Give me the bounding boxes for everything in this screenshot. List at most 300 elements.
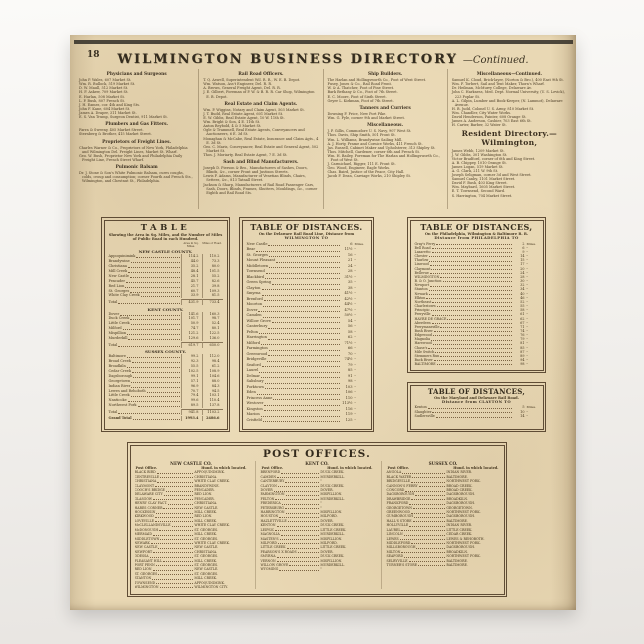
post-office-name: WYOMING bbox=[260, 567, 279, 572]
hundred-name: MILL CREEK. bbox=[194, 576, 218, 581]
distance-unit: " bbox=[526, 291, 528, 296]
distance-unit: " bbox=[526, 333, 528, 338]
station-name: Sudlersville bbox=[414, 414, 435, 419]
row-label: Cedar Creek bbox=[108, 368, 131, 373]
post-office-name: GUMBOROUGH bbox=[386, 514, 414, 519]
hundred-name: RED LION. bbox=[194, 514, 213, 519]
leader-dots bbox=[150, 557, 194, 558]
station-name: Stanton bbox=[414, 287, 428, 292]
leader-dots bbox=[263, 306, 339, 307]
leader-dots bbox=[440, 277, 511, 278]
distance-unit: " bbox=[354, 379, 356, 384]
table-row bbox=[109, 342, 223, 348]
leader-dots bbox=[435, 352, 511, 353]
leader-dots bbox=[153, 499, 193, 500]
row-label: Northwest Fork bbox=[108, 403, 137, 408]
table-row bbox=[415, 362, 539, 366]
area-value: 96.9 bbox=[181, 384, 202, 389]
leader-dots bbox=[156, 583, 193, 584]
hundred-name: MILFORD. bbox=[320, 540, 338, 545]
distance-value: 91 bbox=[347, 373, 353, 378]
leader-dots bbox=[405, 491, 445, 492]
leader-dots bbox=[411, 513, 445, 514]
distance-unit: " bbox=[354, 373, 356, 378]
distance-value: 24 bbox=[347, 263, 353, 268]
directory-entry: J. H. Eames, cor. 4th and King Sts. bbox=[79, 102, 141, 107]
post-offices-table bbox=[127, 442, 507, 597]
hundred-name: LEWES & REHOBOTH. bbox=[446, 536, 485, 541]
post-office-name: MIDDLETOWN bbox=[134, 536, 160, 541]
directory-entry: A. G. Clark, 211 W. 9th St. bbox=[451, 168, 499, 173]
leader-dots bbox=[440, 327, 511, 328]
hundred-name: CEDAR CREEK. bbox=[446, 532, 473, 537]
station-name: Bell Road bbox=[414, 245, 431, 250]
county-heading: NEW CASTLE CO. bbox=[170, 461, 212, 466]
distance-value: 9 bbox=[522, 250, 525, 254]
distance-value: 11½ bbox=[344, 247, 353, 252]
row-label: Dagsborough bbox=[108, 373, 133, 378]
area-value: 74.7 bbox=[181, 326, 202, 331]
atlas-page bbox=[70, 35, 576, 610]
directory-entry: L. P. Bush, 807 French St. bbox=[79, 98, 125, 103]
area-table-body bbox=[109, 249, 223, 421]
area-value: 92.3 bbox=[181, 359, 202, 364]
leader-dots bbox=[429, 261, 511, 262]
road-value: 112.0 bbox=[202, 354, 223, 359]
post-office-name: MAGNOLIA bbox=[260, 532, 280, 537]
leader-dots bbox=[136, 257, 179, 258]
hundred-name: MILL CREEK. bbox=[194, 558, 218, 563]
leader-dots bbox=[158, 574, 193, 575]
post-office-name: NEW CASTLE bbox=[134, 545, 158, 550]
leader-dots bbox=[268, 245, 339, 246]
post-office-name: CLAYMONT bbox=[134, 483, 155, 488]
distance-unit: " bbox=[354, 329, 356, 334]
md-distance-subtitle: On the Maryland and Delaware Rail Road. bbox=[434, 395, 519, 400]
leader-dots bbox=[264, 300, 340, 301]
leader-dots bbox=[434, 331, 512, 332]
post-office-name: CLAYTON bbox=[260, 483, 277, 488]
post-office-name: McDONOUGH bbox=[134, 527, 159, 532]
post-office-name: MERMAID bbox=[134, 532, 152, 537]
area-value: 57.1 bbox=[181, 379, 202, 384]
hundred-name: PENCADER. bbox=[194, 488, 215, 493]
directory-section-heading: Plumbers and Gas Fitters. bbox=[105, 122, 169, 128]
pwb-distance-table bbox=[407, 217, 546, 373]
distance-value: 34 bbox=[520, 287, 525, 292]
directory-entry: Downing F. Price, New Port Pike. bbox=[327, 111, 387, 116]
station-name: Mile Switch bbox=[414, 349, 435, 354]
hundred-name: NORTHWEST FORK. bbox=[446, 479, 481, 484]
road-column-header: Miles of Road. bbox=[202, 240, 222, 245]
row-label: Broad Creek bbox=[108, 359, 131, 364]
hundred-name: MISPILLION. bbox=[320, 536, 343, 541]
road-value: 733.4 bbox=[202, 299, 223, 305]
hundred-name: MURDERKILL. bbox=[320, 474, 345, 479]
post-office-name: RED LION bbox=[134, 567, 152, 572]
hundred-name: CHRISTIANA. bbox=[194, 474, 218, 479]
post-office-name: NEWARK bbox=[134, 540, 150, 545]
leader-dots bbox=[298, 552, 320, 553]
post-office-name: HALL'S STORE bbox=[386, 518, 412, 523]
directory-section-heading: Miscellaneous—Continued. bbox=[476, 72, 543, 77]
post-office-header: Post Office. bbox=[387, 466, 410, 470]
distance-value: 24 bbox=[520, 270, 525, 275]
distance-unit: " bbox=[526, 308, 528, 313]
directory-title: WILMINGTON BUSINESS DIRECTORY bbox=[117, 52, 458, 67]
directory-section-heading: Pulmonic Balsam bbox=[115, 165, 158, 171]
row-label: Baltimore bbox=[108, 354, 126, 359]
leader-dots bbox=[285, 482, 319, 483]
row-label: Total bbox=[108, 409, 118, 414]
area-value: 99.6 bbox=[181, 398, 202, 403]
station-name: Princess Anne bbox=[246, 395, 273, 400]
row-label: Red Lion bbox=[108, 283, 125, 288]
row-label: Georgetown bbox=[108, 378, 131, 383]
area-table-title: TABLE bbox=[140, 222, 191, 233]
md-distance-table bbox=[407, 382, 546, 432]
post-offices-inner bbox=[130, 445, 505, 595]
directory-section-heading: Real Estate and Claim Agents. bbox=[224, 101, 298, 107]
row-label: Murderkill bbox=[108, 336, 128, 341]
leader-dots bbox=[123, 329, 180, 330]
station-name: Blackbird bbox=[246, 274, 265, 279]
station-name: Laurel bbox=[246, 368, 259, 373]
leader-dots bbox=[279, 517, 319, 518]
leader-dots bbox=[127, 357, 180, 358]
post-office-name: ODESSA bbox=[134, 554, 149, 559]
directory-entry: S. Harrington, 704 Market Street. bbox=[451, 193, 513, 198]
leader-dots bbox=[286, 495, 320, 496]
station-name: Green Spring bbox=[246, 280, 272, 285]
distance-value: 119 bbox=[345, 412, 353, 417]
directory-entry: Charles Warner & Co., Proprietors of New York, Philadelphia and Wilmington Del. Freight Lines, Market St. Wharf. bbox=[79, 145, 188, 154]
distance-unit: " bbox=[526, 258, 528, 263]
leader-dots bbox=[401, 552, 445, 553]
row-label: Christiana bbox=[108, 264, 127, 268]
leader-dots bbox=[287, 548, 320, 549]
road-value: 110.2 bbox=[202, 254, 223, 259]
directory-entry: A. J. Horty, Frame and Cornice Works, 411 French St. bbox=[327, 141, 423, 146]
leader-dots bbox=[120, 315, 179, 316]
leader-dots bbox=[265, 388, 340, 389]
leader-dots bbox=[269, 267, 339, 268]
distance-value: 79 bbox=[347, 362, 353, 367]
hundred-name: ST. GEORGES. bbox=[194, 536, 219, 541]
leader-dots bbox=[277, 561, 320, 562]
station-name: Back River bbox=[414, 358, 433, 363]
distance-unit: " bbox=[354, 274, 356, 279]
leader-dots bbox=[153, 552, 193, 553]
row-label: Lewes and Rehoboth bbox=[108, 388, 146, 393]
hundred-name: DOVER. bbox=[320, 549, 334, 554]
distance-value: 58 bbox=[520, 308, 525, 313]
leader-dots bbox=[264, 405, 339, 406]
hundred-name: MILL CREEK. bbox=[194, 518, 218, 523]
area-value: 35.2 bbox=[181, 264, 202, 269]
distance-value: 113½ bbox=[342, 401, 353, 406]
road-value: 103.1 bbox=[202, 393, 223, 398]
station-name: Elkton bbox=[414, 295, 426, 300]
post-office-name: FELTON bbox=[260, 496, 275, 501]
leader-dots bbox=[416, 548, 445, 549]
table-row bbox=[247, 418, 367, 424]
area-value: 79.4 bbox=[181, 393, 202, 398]
station-name: BALTIMORE bbox=[414, 362, 436, 367]
post-office-name: LAUREL bbox=[386, 527, 401, 532]
row-label: Appoquinimink bbox=[108, 254, 136, 259]
table-row bbox=[109, 403, 223, 408]
leader-dots bbox=[153, 570, 194, 571]
distance-unit: " bbox=[354, 351, 356, 356]
post-office-name: MILFORD bbox=[260, 540, 277, 545]
distance-unit: " bbox=[526, 250, 528, 254]
leader-dots bbox=[404, 535, 446, 536]
leader-dots bbox=[278, 543, 319, 544]
post-office-name: PETERSBURG bbox=[260, 505, 284, 510]
distance-unit: " bbox=[354, 368, 356, 373]
distance-unit: " bbox=[526, 287, 528, 292]
leader-dots bbox=[288, 521, 320, 522]
leader-dots bbox=[155, 517, 194, 518]
distance-value: 40 bbox=[520, 291, 525, 296]
leader-dots bbox=[436, 244, 511, 245]
leader-dots bbox=[431, 340, 511, 341]
distance-value: 52 bbox=[520, 299, 525, 304]
station-name: Salisbury bbox=[246, 379, 264, 384]
station-name: New Castle bbox=[246, 241, 268, 246]
distance-unit: " bbox=[354, 335, 356, 340]
distance-value: 38 bbox=[347, 285, 353, 290]
post-office-name: STANTON bbox=[134, 576, 152, 581]
directory-section-heading: Ship Builders. bbox=[367, 72, 403, 77]
table-row bbox=[109, 336, 223, 341]
station-name: Chester bbox=[414, 254, 428, 259]
distance-unit: " bbox=[354, 395, 356, 400]
hundred-name: " bbox=[320, 479, 322, 484]
directory-entry: Geo. C. Maris, Conveyancer, Real Estate and General Agent, 502 Market St. bbox=[203, 144, 319, 153]
leader-dots bbox=[127, 334, 179, 335]
county-heading: KENT CO. bbox=[305, 461, 329, 466]
distance-value: 74½ bbox=[344, 357, 353, 362]
station-name: Greenwood bbox=[246, 351, 268, 356]
leader-dots bbox=[415, 495, 445, 496]
hundred-name: DAGSBOROUGH. bbox=[446, 514, 476, 519]
hundred-name: APPOQUINIMINK. bbox=[194, 580, 225, 585]
post-office-name: SEAFORD bbox=[386, 554, 404, 559]
directory-entry: T. Q. Aswell, Superintendent Wil. R. R., W. E. B. Depot. bbox=[203, 78, 301, 83]
hundred-name: MISPILLION. bbox=[320, 510, 343, 515]
distance-value: 28 bbox=[520, 274, 525, 279]
directory-entry: David Henderson, Painter, 608 Orange St. bbox=[451, 115, 527, 120]
directory-entry: Dr. Heilman, McMurry College, Delaware Av. bbox=[451, 86, 532, 91]
leader-dots bbox=[259, 333, 340, 334]
directory-column bbox=[323, 69, 447, 209]
road-value: 98.7 bbox=[202, 316, 223, 321]
leader-dots bbox=[155, 521, 193, 522]
distance-value: 20 bbox=[520, 266, 525, 271]
leader-dots bbox=[261, 377, 340, 378]
distance-value: 47½ bbox=[344, 307, 353, 312]
directory-entry: A. Brown, General Freight Agent, Del. R. R. bbox=[203, 86, 281, 91]
md-distance-origin: Distance from CLAYTON TO bbox=[441, 398, 512, 404]
post-office-name: ANGOLA bbox=[386, 470, 402, 475]
station-name: Clayton bbox=[246, 285, 261, 290]
directory-entry: Sternberg & Brother, 415 Market Street. bbox=[79, 132, 152, 137]
road-value: 101.5 bbox=[202, 269, 223, 274]
post-office-name: COOCH'S BRIDGE bbox=[134, 488, 165, 493]
station-name: Smyrna bbox=[246, 291, 261, 296]
directory-section-heading: Proprietors of Freight Lines. bbox=[102, 139, 172, 145]
station-name: Perryville bbox=[414, 312, 431, 317]
distance-value: 56 bbox=[347, 324, 353, 329]
post-office-name: HOUSTON bbox=[260, 514, 279, 519]
hundred-name: DUCK CREEK. bbox=[320, 470, 345, 475]
county-section-heading: NEW CASTLE COUNTY. bbox=[138, 249, 193, 255]
hundred-name: DUCK CREEK. bbox=[320, 554, 345, 559]
leader-dots bbox=[282, 504, 320, 505]
hundred-name: WHITE CLAY CREEK. bbox=[194, 523, 230, 528]
area-value: 50.9 bbox=[181, 321, 202, 326]
hundred-name: NEW CASTLE. bbox=[194, 505, 219, 510]
distance-unit: " bbox=[354, 280, 356, 285]
leader-dots bbox=[164, 495, 194, 496]
distance-value: 6 bbox=[522, 245, 525, 250]
station-name: B. & O. Junction bbox=[414, 279, 442, 284]
distance-value: 50½ bbox=[344, 313, 353, 318]
directory-entry: D. W. Maull, 512 Market St. bbox=[79, 86, 129, 91]
table-row bbox=[387, 563, 500, 567]
post-office-header: Post Office. bbox=[261, 466, 284, 470]
leader-dots bbox=[133, 419, 180, 420]
masthead bbox=[70, 48, 576, 67]
distance-value: 66 bbox=[347, 346, 353, 351]
delaware-distance-rows bbox=[247, 242, 367, 424]
hundred-name: PENCADER. bbox=[194, 496, 215, 501]
leader-dots bbox=[411, 499, 445, 500]
directory-entry: E. C. Moore, Foot of Sixth Street. bbox=[327, 94, 387, 99]
distance-unit: " bbox=[354, 340, 356, 345]
leader-dots bbox=[266, 273, 340, 274]
pwb-distance-inner bbox=[410, 220, 544, 371]
post-office-name: DELAWARE CITY bbox=[134, 492, 163, 497]
delaware-distance-table bbox=[239, 217, 374, 432]
road-value: 55.2 bbox=[202, 274, 223, 279]
leader-dots bbox=[269, 256, 340, 257]
post-office-name: LITTLE CREEK bbox=[260, 545, 286, 550]
directory-entry: Geo. W. Bush, Proprietor New York and Philadelphia Daily Freight Line, French Street Wharf. bbox=[79, 153, 183, 162]
station-name: Eden bbox=[246, 390, 256, 395]
station-name: Delmar bbox=[246, 373, 260, 378]
distance-unit: " bbox=[526, 283, 528, 288]
directory-entry: Joseph Seligman, corner 3d and West Street. bbox=[451, 173, 532, 178]
distance-value: 62 bbox=[520, 316, 525, 321]
road-value: 81.5 bbox=[202, 293, 223, 298]
row-label: St. Georges bbox=[108, 288, 130, 293]
hundred-name: " bbox=[320, 505, 322, 510]
leader-dots bbox=[432, 323, 512, 324]
area-value: 89.5 bbox=[181, 403, 202, 408]
post-office-name: MILLSBOROUGH bbox=[386, 545, 416, 550]
leader-dots bbox=[261, 344, 340, 345]
directory-entry: J. Carmichael, Rigger, 111 E. Front St. bbox=[327, 162, 396, 167]
post-office-name: PORT PENN bbox=[134, 562, 155, 567]
directory-entry: E. S. Van Trump, Surgeon Dentist, 911 Market St. bbox=[79, 115, 168, 120]
leader-dots bbox=[409, 561, 446, 562]
directory-column bbox=[198, 69, 322, 209]
area-value: 1993.4 bbox=[181, 416, 202, 421]
station-name: Stemmers Run bbox=[414, 353, 440, 358]
leader-dots bbox=[131, 396, 180, 397]
area-value: 45.7 bbox=[181, 279, 202, 284]
hundred-name: BROAD CREEK. bbox=[446, 488, 473, 493]
directory bbox=[75, 69, 571, 209]
leader-dots bbox=[268, 339, 340, 340]
distance-unit: " bbox=[526, 324, 528, 329]
leader-dots bbox=[277, 526, 320, 527]
directory-column bbox=[75, 69, 198, 209]
directory-entry: H. Carter, Barber, 32 Water St. bbox=[451, 123, 507, 128]
distance-value: 41½ bbox=[344, 291, 353, 296]
directory-entry: Wm. Maybard, 1605 Market Street. bbox=[451, 185, 516, 190]
leader-dots bbox=[130, 292, 179, 293]
leader-dots bbox=[132, 372, 180, 373]
post-office-name: CANNON'S FERRY bbox=[386, 483, 418, 488]
hundred-name: CHRISTIANA. bbox=[194, 501, 218, 506]
table-row bbox=[109, 409, 223, 415]
hundred-name: WILMINGTON CITY. bbox=[194, 584, 228, 589]
distance-unit: " bbox=[354, 269, 356, 274]
post-offices-columns bbox=[135, 461, 500, 589]
leader-dots bbox=[418, 565, 445, 566]
road-value: 122.5 bbox=[202, 331, 223, 336]
directory-entry: Wm. G. Pyle, corner 9th and Market Street. bbox=[327, 116, 406, 121]
road-value: 1103.2 bbox=[202, 409, 223, 415]
distance-value: 61 bbox=[520, 312, 525, 317]
county-section-heading: SUSSEX COUNTY. bbox=[144, 349, 187, 355]
distance-unit: " bbox=[354, 291, 356, 296]
post-office-name: BLACK BIRD bbox=[134, 470, 156, 475]
row-label: Brandywine bbox=[108, 259, 130, 264]
station-name: Kingston bbox=[246, 406, 263, 411]
directory-entry: Lewis F. Adams, Manufacturer of Venetian Blinds, Chairs, Settees, &c., 813 Tatnall Street. bbox=[203, 174, 306, 183]
road-value: 52.4 bbox=[202, 321, 223, 326]
page-top-rule bbox=[74, 40, 573, 44]
table-row bbox=[261, 567, 374, 571]
leader-dots bbox=[160, 587, 194, 588]
distance-value: 87 bbox=[520, 349, 525, 354]
leader-dots bbox=[268, 328, 339, 329]
leader-dots bbox=[414, 517, 445, 518]
directory-entry: James Webb, 1209 Market St. bbox=[451, 148, 505, 153]
row-label: Little Creek bbox=[108, 393, 130, 398]
distance-unit: " bbox=[526, 295, 528, 300]
directory-entry: James Logan, 519 Market St. bbox=[451, 164, 504, 169]
post-office-name: GREENWOOD bbox=[386, 510, 410, 515]
distance-value: 44½ bbox=[344, 302, 353, 307]
leader-dots bbox=[278, 486, 320, 487]
leader-dots bbox=[156, 565, 194, 566]
leader-dots bbox=[419, 486, 446, 487]
area-value: 99.1 bbox=[181, 374, 202, 379]
leader-dots bbox=[159, 530, 193, 531]
leader-dots bbox=[430, 273, 512, 274]
leader-dots bbox=[434, 360, 512, 361]
distance-unit: " bbox=[526, 316, 528, 321]
distance-unit: " bbox=[526, 266, 528, 271]
distance-unit: " bbox=[526, 358, 528, 363]
hundred-header: Hund. in which located. bbox=[327, 466, 373, 470]
